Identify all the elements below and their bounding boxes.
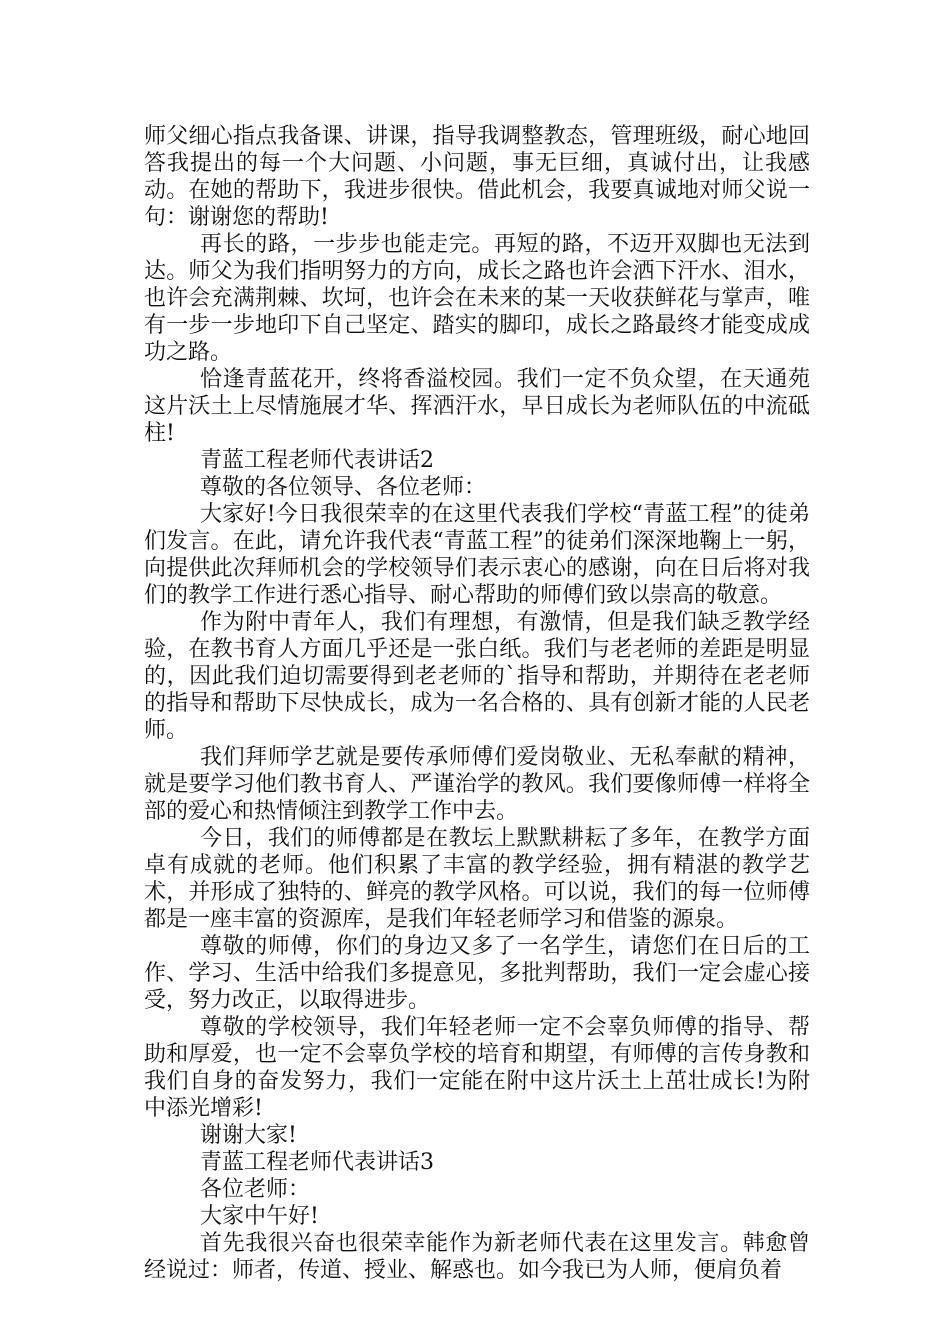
paragraph-7: 作为附中青年人，我们有理想，有激情，但是我们缺乏教学经验，在教书育人方面几乎还是一张白纸。我们与老老师的差距是明显的，因此我们迫切需要得到老老师的`指导和帮助，并期待在老老师的指导和帮助下尽快成长，成为一名合格的、具有创新才能的人民老师。 bbox=[144, 610, 810, 743]
paragraph-1: 师父细心指点我备课、讲课，指导我调整教态，管理班级，耐心地回答我提出的每一个大问题、小问题，事无巨细，真诚付出，让我感动。在她的帮助下，我进步很快。借此机会，我要真诚地对师父说一句：谢谢您的帮助! bbox=[144, 124, 810, 230]
paragraph-16: 首先我很兴奋也很荣幸能作为新老师代表在这里发言。韩愈曾经说过：师者，传道、授业、解惑也。如今我已为人师，便肩负着 bbox=[144, 1231, 810, 1283]
closing-thanks: 谢谢大家! bbox=[200, 1123, 297, 1148]
paragraph-8: 我们拜师学艺就是要传承师傅们爱岗敬业、无私奉献的精神，就是要学习他们教书育人、严谨治学的教风。我们要像师傅一样将全部的爱心和热情倾注到教学工作中去。 bbox=[144, 745, 810, 824]
paragraph-9: 今日，我们的师傅都是在教坛上默默耕耘了多年，在教学方面卓有成就的老师。他们积累了丰富的教学经验，拥有精湛的教学艺术，并形成了独特的、鲜亮的教学风格。可以说，我们的每一位师傅都是一座丰富的资源库，是我们年轻老师学习和借鉴的源泉。 bbox=[144, 826, 810, 932]
paragraph-2: 再长的路，一步步也能走完。再短的路，不迈开双脚也无法到达。师父为我们指明努力的方向，成长之路也许会洒下汗水、泪水，也许会充满荆棘、坎坷，也许会在未来的某一天收获鲜花与掌声，唯有一步一步地印下自己坚定、踏实的脚印，成长之路最终才能变成成功之路。 bbox=[144, 232, 810, 365]
section-heading-2: 青蓝工程老师代表讲话2 bbox=[200, 448, 434, 473]
section-heading-3: 青蓝工程老师代表讲话3 bbox=[200, 1150, 434, 1175]
paragraph-10: 尊敬的师傅，你们的身边又多了一名学生，请您们在日后的工作、学习、生活中给我们多提意见，多批判帮助，我们一定会虚心接受，努力改正，以取得进步。 bbox=[144, 934, 810, 1013]
salutation-2: 各位老师： bbox=[200, 1177, 311, 1202]
paragraph-11: 尊敬的学校领导，我们年轻老师一定不会辜负师傅的指导、帮助和厚爱，也一定不会辜负学校的培育和期望，有师傅的言传身教和我们自身的奋发努力，我们一定能在附中这片沃土上茁壮成长!为附中添光增彩! bbox=[144, 1015, 810, 1121]
greeting: 大家中午好! bbox=[200, 1204, 319, 1229]
paragraph-6: 大家好!今日我很荣幸的在这里代表我们学校“青蓝工程”的徒弟们发言。在此，请允许我代表“青蓝工程”的徒弟们深深地鞠上一躬，向提供此次拜师机会的学校领导们表示衷心的感谢，向在日后将对我们的教学工作进行悉心指导、耐心帮助的师傅们致以崇高的敬意。 bbox=[144, 502, 810, 608]
paragraph-3: 恰逢青蓝花开，终将香溢校园。我们一定不负众望，在天通苑这片沃土上尽情施展才华、挥洒汗水，早日成长为老师队伍的中流砥柱! bbox=[144, 367, 810, 446]
document-page bbox=[144, 123, 810, 1284]
salutation: 尊敬的各位领导、各位老师： bbox=[200, 475, 487, 500]
